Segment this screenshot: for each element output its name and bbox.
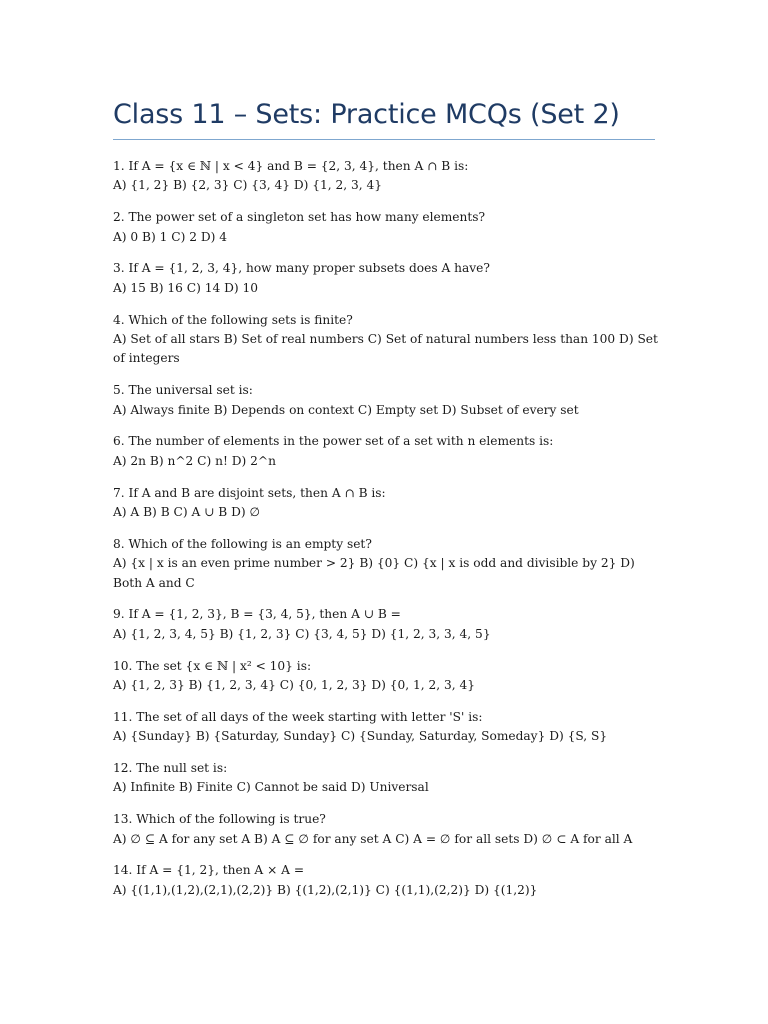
question-options: A) {1, 2, 3, 4, 5} B) {1, 2, 3} C) {3, 4, 5} D) {1, 2, 3, 3, 4, 5} (113, 626, 491, 641)
question-item (113, 432, 658, 471)
question-options: A) 2n B) n^2 C) n! D) 2^n (113, 453, 276, 468)
question-options: A) {(1,1),(1,2),(2,1),(2,2)} B) {(1,2),(2,1)} C) {(1,1),(2,2)} D) {(1,2)} (113, 882, 538, 897)
question-text: 1. If A = {x ∈ ℕ | x < 4} and B = {2, 3, 4}, then A ∩ B is: (113, 159, 469, 173)
question-text: 14. If A = {1, 2}, then A × A = (113, 863, 305, 878)
question-item (113, 605, 658, 644)
document-page (113, 0, 658, 913)
question-options: A) {1, 2, 3} B) {1, 2, 3, 4} C) {0, 1, 2, 3} D) {0, 1, 2, 3, 4} (113, 678, 476, 693)
question-item (113, 484, 658, 523)
question-item (113, 311, 658, 369)
question-item (113, 861, 658, 900)
question-options: A) {x | x is an even prime number > 2} B) {0} C) {x | x is odd and divisible by 2} D) Both A and C (113, 556, 635, 590)
question-item (113, 381, 658, 420)
question-text: 5. The universal set is: (113, 383, 253, 398)
question-item (113, 259, 658, 298)
question-options: A) 0 B) 1 C) 2 D) 4 (113, 229, 228, 244)
question-text: 4. Which of the following sets is finite? (113, 312, 353, 327)
question-options: A) Infinite B) Finite C) Cannot be said D) Universal (113, 780, 429, 795)
question-item (113, 810, 658, 849)
question-options: A) 15 B) 16 C) 14 D) 10 (113, 280, 259, 295)
question-options: A) A B) B C) A ∪ B D) ∅ (113, 505, 261, 520)
question-text: 10. The set {x ∈ ℕ | x² < 10} is: (113, 658, 312, 673)
question-item (113, 708, 658, 747)
title-divider (113, 139, 655, 140)
question-text: 11. The set of all days of the week starting with letter 'S' is: (113, 709, 483, 724)
question-text: 9. If A = {1, 2, 3}, B = {3, 4, 5}, then A ∪ B = (113, 607, 401, 622)
question-text: 6. The number of elements in the power set of a set with n elements is: (113, 434, 554, 449)
question-options: A) {Sunday} B) {Saturday, Sunday} C) {Sunday, Saturday, Someday} D) {S, S} (113, 729, 608, 744)
question-item (113, 535, 658, 593)
question-item (113, 157, 658, 196)
question-item (113, 657, 658, 696)
question-options: A) {1, 2} B) {2, 3} C) {3, 4} D) {1, 2, 3, 4} (113, 178, 383, 193)
question-item (113, 208, 658, 247)
question-item (113, 759, 658, 798)
question-text: 8. Which of the following is an empty set? (113, 536, 372, 551)
question-options: A) Always finite B) Depends on context C) Empty set D) Subset of every set (113, 402, 579, 417)
question-text: 2. The power set of a singleton set has how many elements? (113, 210, 486, 225)
question-list (113, 157, 658, 900)
question-options: A) ∅ ⊆ A for any set A B) A ⊆ ∅ for any set A C) A = ∅ for all sets D) ∅ ⊂ A for all A (113, 831, 633, 846)
question-text: 13. Which of the following is true? (113, 812, 326, 827)
page-title: Class 11 – Sets: Practice MCQs (Set 2) (113, 99, 620, 130)
question-text: 3. If A = {1, 2, 3, 4}, how many proper subsets does A have? (113, 261, 490, 276)
question-options: A) Set of all stars B) Set of real numbers C) Set of natural numbers less than 100 D) Set of integers (113, 332, 658, 366)
question-text: 7. If A and B are disjoint sets, then A ∩ B is: (113, 485, 386, 500)
question-text: 12. The null set is: (113, 761, 228, 776)
